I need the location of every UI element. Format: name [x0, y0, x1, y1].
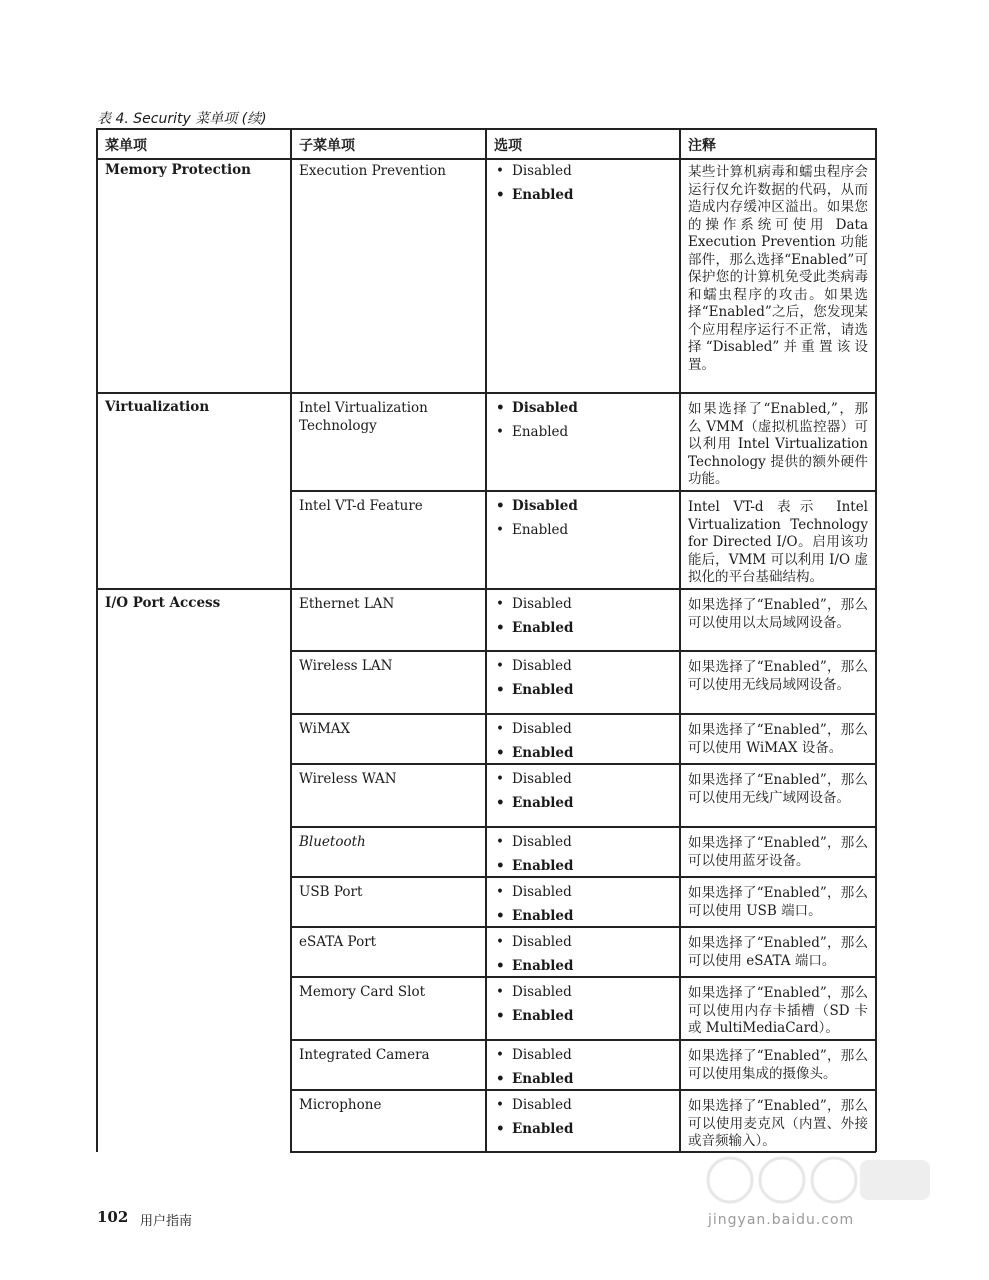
option — [494, 770, 674, 794]
bullet-icon: • — [496, 771, 504, 787]
bullet-icon: • — [496, 908, 505, 924]
option-label: Enabled — [512, 908, 574, 924]
row-divider — [290, 1039, 876, 1041]
option-label: Enabled — [512, 1121, 574, 1137]
option — [494, 162, 674, 186]
bullet-icon: • — [496, 682, 505, 698]
option-label: Enabled — [512, 745, 574, 761]
option — [494, 521, 674, 545]
bullet-icon: • — [496, 187, 505, 203]
option-label: Enabled — [512, 424, 569, 440]
bullet-icon: • — [496, 498, 505, 514]
submenu-label: Intel Virtualization Technology — [299, 400, 428, 434]
option — [494, 1096, 674, 1120]
submenu-label: Bluetooth — [299, 834, 366, 850]
bullet-icon: • — [496, 834, 504, 850]
bullet-icon: • — [496, 400, 505, 416]
option — [494, 595, 674, 619]
watermark-url: jingyan.baidu.com — [708, 1212, 855, 1228]
option — [494, 833, 674, 857]
note-text: 某些计算机病毒和蠕虫程序会运行仅允许数据的代码，从而造成内存缓冲区溢出。如果您的操作系统可使用 Data Execution Prevention 功能部件，那么选择“Enabled”可保护您的计算机免受此类病毒和蠕虫程序的攻击。如果选择“Enabled”之后，您发现某个应用程序运行不正常，请选择“Disabled”并重置该设置。 — [688, 164, 868, 373]
option-label: Enabled — [512, 858, 574, 874]
menu-item-label: Virtualization — [105, 399, 210, 415]
option-selected — [494, 186, 674, 210]
submenu-label: Wireless WAN — [299, 771, 397, 787]
note-text: 如果选择了“Enabled”，那么可以使用 eSATA 端口。 — [688, 935, 868, 969]
bullet-icon: • — [496, 745, 505, 761]
option — [494, 983, 674, 1007]
option — [494, 883, 674, 907]
option-label: Disabled — [512, 984, 572, 1000]
page-number: 102 — [97, 1208, 129, 1226]
bullet-icon: • — [496, 934, 504, 950]
note-text: 如果选择了“Enabled”，那么可以使用无线广域网设备。 — [688, 772, 868, 806]
options-list — [494, 933, 674, 981]
menu-item-label: Memory Protection — [105, 162, 251, 178]
submenu-label: Memory Card Slot — [299, 984, 425, 1000]
header-menu: 菜单项 — [105, 138, 147, 154]
note-text: 如果选择了“Enabled”，那么可以使用 WiMAX 设备。 — [688, 722, 868, 756]
option-selected — [494, 1007, 674, 1031]
option-label: Disabled — [512, 884, 572, 900]
bullet-icon: • — [496, 721, 504, 737]
options-list — [494, 1096, 674, 1144]
header-submenu: 子菜单项 — [299, 138, 355, 154]
option-label: Disabled — [512, 498, 578, 514]
submenu-label: Integrated Camera — [299, 1047, 430, 1063]
note-text: 如果选择了“Enabled”，那么可以使用集成的摄像头。 — [688, 1048, 868, 1082]
bullet-icon: • — [496, 795, 505, 811]
table-caption: 表 4. Security 菜单项 (续) — [97, 111, 267, 127]
col-border-right — [875, 128, 877, 1152]
bullet-icon: • — [496, 163, 504, 179]
option-label: Enabled — [512, 958, 574, 974]
option-label: Disabled — [512, 834, 572, 850]
option-label: Enabled — [512, 620, 574, 636]
option-selected — [494, 794, 674, 818]
menu-item-label: I/O Port Access — [105, 595, 221, 611]
row-divider — [290, 1089, 876, 1091]
row-divider — [290, 926, 876, 928]
submenu-label: WiMAX — [299, 721, 351, 737]
bullet-icon: • — [496, 884, 504, 900]
option — [494, 720, 674, 744]
bullet-icon: • — [496, 596, 504, 612]
note-text: 如果选择了“Enabled”，那么可以使用以太局域网设备。 — [688, 597, 868, 631]
row-divider — [290, 763, 876, 765]
option-label: Disabled — [512, 771, 572, 787]
options-list — [494, 399, 674, 447]
option-label: Disabled — [512, 400, 578, 416]
option — [494, 423, 674, 447]
note-text: 如果选择了“Enabled”，那么可以使用无线局域网设备。 — [688, 659, 868, 693]
options-list — [494, 657, 674, 705]
submenu-label: USB Port — [299, 884, 363, 900]
row-divider — [290, 876, 876, 878]
options-list — [494, 833, 674, 881]
submenu-label: Wireless LAN — [299, 658, 393, 674]
options-list — [494, 595, 674, 643]
bullet-icon: • — [496, 620, 505, 636]
row-divider — [290, 490, 876, 492]
option-label: Disabled — [512, 163, 572, 179]
option-label: Enabled — [512, 1071, 574, 1087]
note-text: 如果选择了“Enabled”，那么可以使用麦克风（内置、外接或音频输入）。 — [688, 1098, 868, 1149]
header-options: 选项 — [494, 138, 522, 154]
bullet-icon: • — [496, 1121, 505, 1137]
bullet-icon: • — [496, 658, 504, 674]
option-label: Disabled — [512, 1047, 572, 1063]
options-list — [494, 883, 674, 931]
note-text: 如果选择了“Enabled”，那么可以使用内存卡插槽（SD 卡或 MultiMediaCard）。 — [688, 985, 868, 1036]
submenu-label: Microphone — [299, 1097, 382, 1113]
bullet-icon: • — [496, 1071, 505, 1087]
note-text: 如果选择了“Enabled”，那么可以使用 USB 端口。 — [688, 885, 868, 919]
option-label: Disabled — [512, 1097, 572, 1113]
col-divider-1 — [290, 128, 292, 1152]
row-divider — [290, 713, 876, 715]
options-list — [494, 1046, 674, 1094]
option-selected — [494, 399, 674, 423]
note-text: 如果选择了“Enabled”，那么可以使用蓝牙设备。 — [688, 835, 868, 869]
note-text: Intel VT-d 表示 Intel Virtualization Technology for Directed I/O。启用该功能后，VMM 可以利用 I/O 虚拟化的平台基础结构。 — [688, 499, 868, 585]
row-divider — [290, 976, 876, 978]
options-list — [494, 162, 674, 210]
submenu-label: eSATA Port — [299, 934, 377, 950]
bullet-icon: • — [496, 858, 505, 874]
option — [494, 657, 674, 681]
header-notes: 注释 — [688, 138, 716, 154]
option-label: Disabled — [512, 934, 572, 950]
row-divider — [290, 650, 876, 652]
bullet-icon: • — [496, 522, 504, 538]
option-selected — [494, 497, 674, 521]
option-label: Enabled — [512, 682, 574, 698]
option-label: Enabled — [512, 187, 574, 203]
option-selected — [494, 1120, 674, 1144]
option-selected — [494, 619, 674, 643]
bullet-icon: • — [496, 1008, 505, 1024]
row-divider — [290, 826, 876, 828]
bullet-icon: • — [496, 984, 504, 1000]
bullet-icon: • — [496, 958, 505, 974]
option-label: Disabled — [512, 596, 572, 612]
option-label: Disabled — [512, 658, 572, 674]
option-label: Enabled — [512, 795, 574, 811]
options-list — [494, 983, 674, 1031]
row-divider — [96, 588, 876, 590]
submenu-label: Intel VT-d Feature — [299, 498, 423, 514]
option — [494, 1046, 674, 1070]
col-divider-3 — [679, 128, 681, 1152]
option-selected — [494, 681, 674, 705]
submenu-label: Execution Prevention — [299, 163, 446, 179]
note-text: 如果选择了“Enabled,”，那么 VMM（虚拟机监控器）可以利用 Intel Virtualization Technology 提供的额外硬件功能。 — [688, 401, 868, 487]
options-list — [494, 497, 674, 545]
option-label: Enabled — [512, 522, 569, 538]
row-divider — [96, 392, 876, 394]
bullet-icon: • — [496, 1047, 504, 1063]
col-divider-2 — [485, 128, 487, 1152]
options-list — [494, 770, 674, 818]
options-list — [494, 720, 674, 768]
option-label: Enabled — [512, 1008, 574, 1024]
col-border-left — [96, 128, 98, 1152]
option — [494, 933, 674, 957]
submenu-label: Ethernet LAN — [299, 596, 395, 612]
bullet-icon: • — [496, 1097, 504, 1113]
option-label: Disabled — [512, 721, 572, 737]
bullet-icon: • — [496, 424, 504, 440]
footer-title: 用户指南 — [140, 1214, 193, 1229]
